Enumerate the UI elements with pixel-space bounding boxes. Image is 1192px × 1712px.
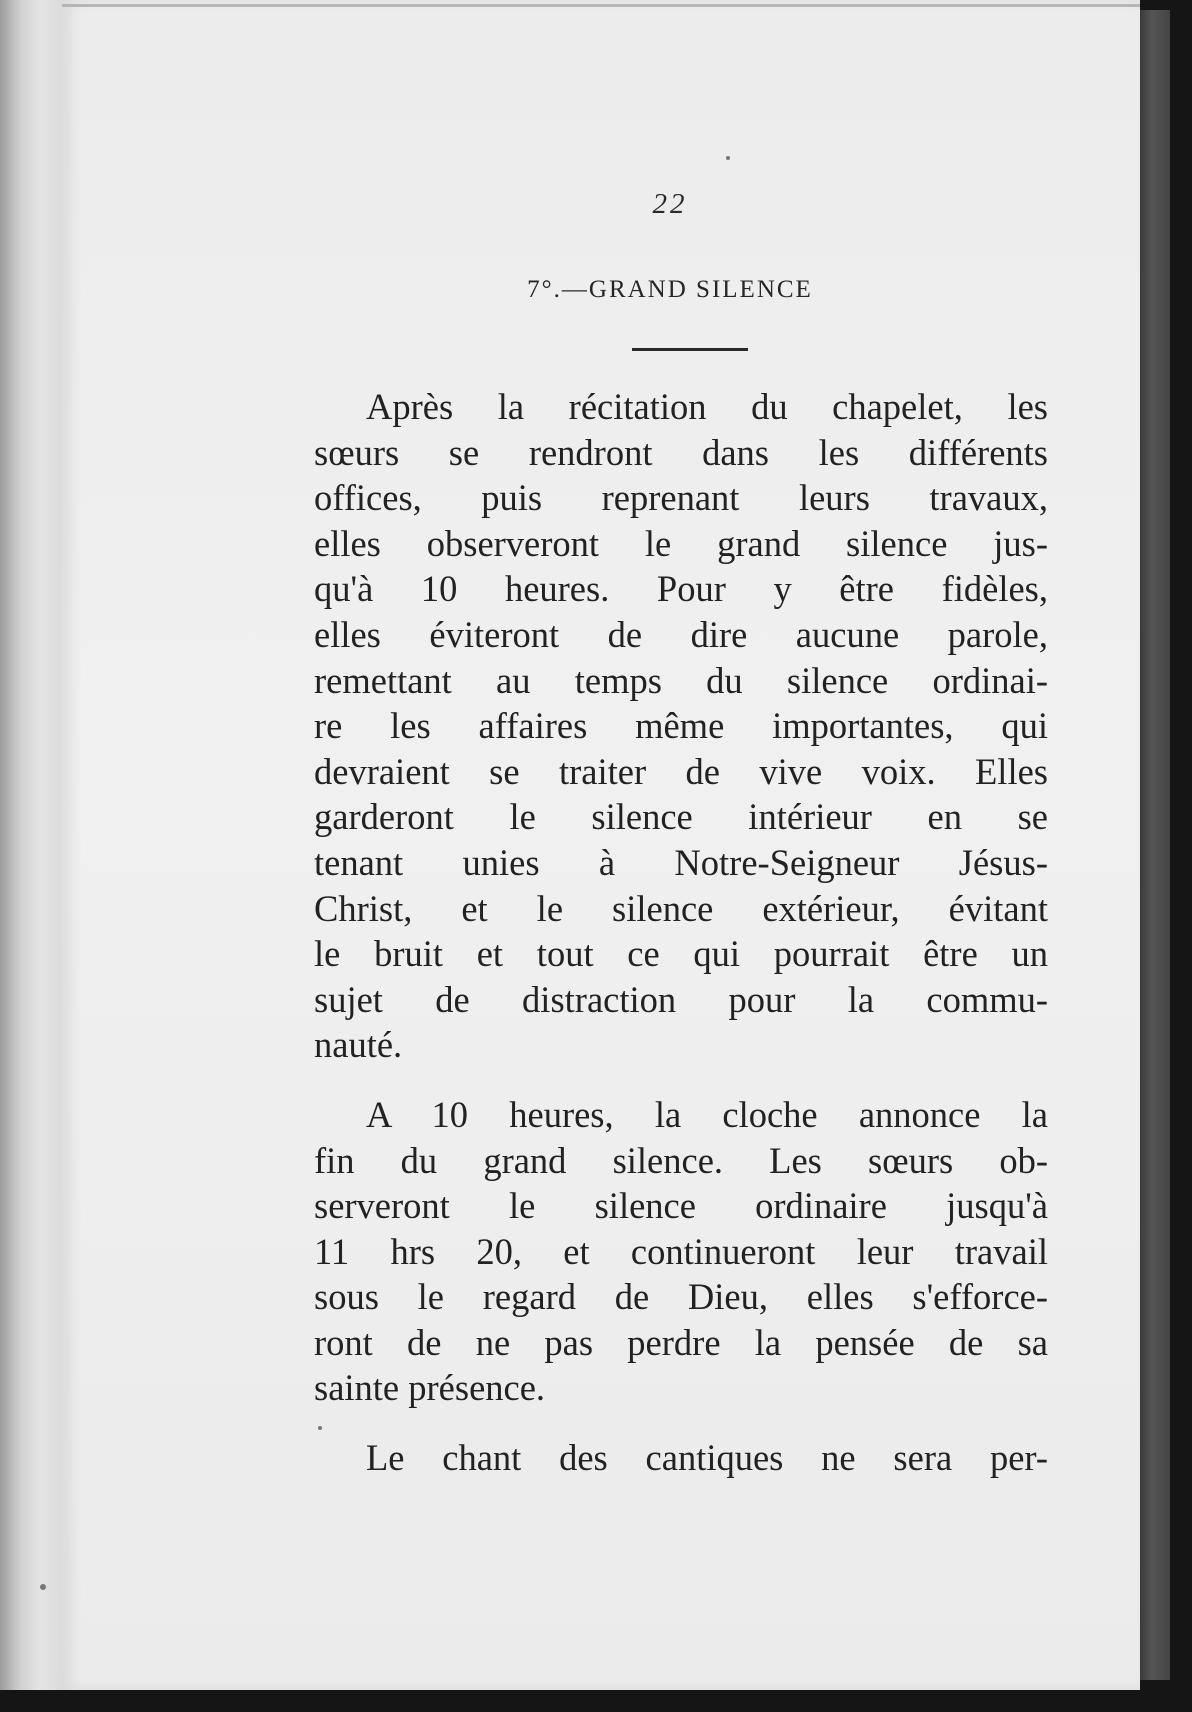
paper-speck bbox=[726, 156, 730, 160]
paragraph-3 bbox=[314, 1435, 1048, 1481]
text-line: tenant unies à Notre-Seigneur Jésus- bbox=[314, 841, 1048, 883]
text-line: sainte présence. bbox=[314, 1367, 546, 1409]
body-text bbox=[314, 384, 1048, 1505]
paper-speck bbox=[318, 1426, 322, 1430]
text-line: le bruit et tout ce qui pourrait être un bbox=[314, 933, 1048, 975]
text-line: sœurs se rendront dans les différents bbox=[314, 431, 1048, 473]
text-line: elles observeront le grand silence jus- bbox=[314, 522, 1048, 564]
paragraph-2 bbox=[314, 1092, 1048, 1411]
text-line: re les affaires même importantes, qui bbox=[314, 705, 1048, 747]
section-title: 7°.—GRAND SILENCE bbox=[527, 276, 813, 303]
text-line: Christ, et le silence extérieur, évitant bbox=[314, 887, 1048, 929]
text-line: offices, puis reprenant leurs travaux, bbox=[314, 477, 1048, 519]
text-line: nauté. bbox=[314, 1024, 403, 1066]
text-line: garderont le silence intérieur en se bbox=[314, 796, 1048, 838]
text-line: ront de ne pas perdre la pensée de sa bbox=[314, 1321, 1048, 1363]
text-line: sous le regard de Dieu, elles s'efforce- bbox=[314, 1276, 1048, 1318]
text-line: qu'à 10 heures. Pour y être fidèles, bbox=[314, 568, 1048, 610]
text-line: Après la récitation du chapelet, les bbox=[366, 386, 1048, 427]
page-number: 22 bbox=[652, 188, 688, 220]
text-line: fin du grand silence. Les sœurs ob- bbox=[314, 1139, 1048, 1181]
text-line: devraient se traiter de vive voix. Elles bbox=[314, 750, 1048, 792]
text-line: remettant au temps du silence ordinai- bbox=[314, 659, 1048, 701]
paper-speck bbox=[40, 1584, 46, 1590]
text-line: elles éviteront de dire aucune parole, bbox=[314, 613, 1048, 655]
text-line: 11 hrs 20, et continueront leur travail bbox=[314, 1230, 1048, 1272]
text-line: A 10 heures, la cloche annonce la bbox=[366, 1093, 1048, 1135]
page-top-edge bbox=[62, 4, 1140, 7]
text-line: Le chant des cantiques ne sera per- bbox=[366, 1437, 1048, 1479]
title-rule bbox=[632, 348, 748, 351]
text-line: serveront le silence ordinaire jusqu'à bbox=[314, 1185, 1048, 1227]
text-line: sujet de distraction pour la commu- bbox=[314, 978, 1048, 1020]
paragraph-1 bbox=[314, 384, 1048, 1068]
book-cover-edge bbox=[1140, 10, 1170, 1680]
